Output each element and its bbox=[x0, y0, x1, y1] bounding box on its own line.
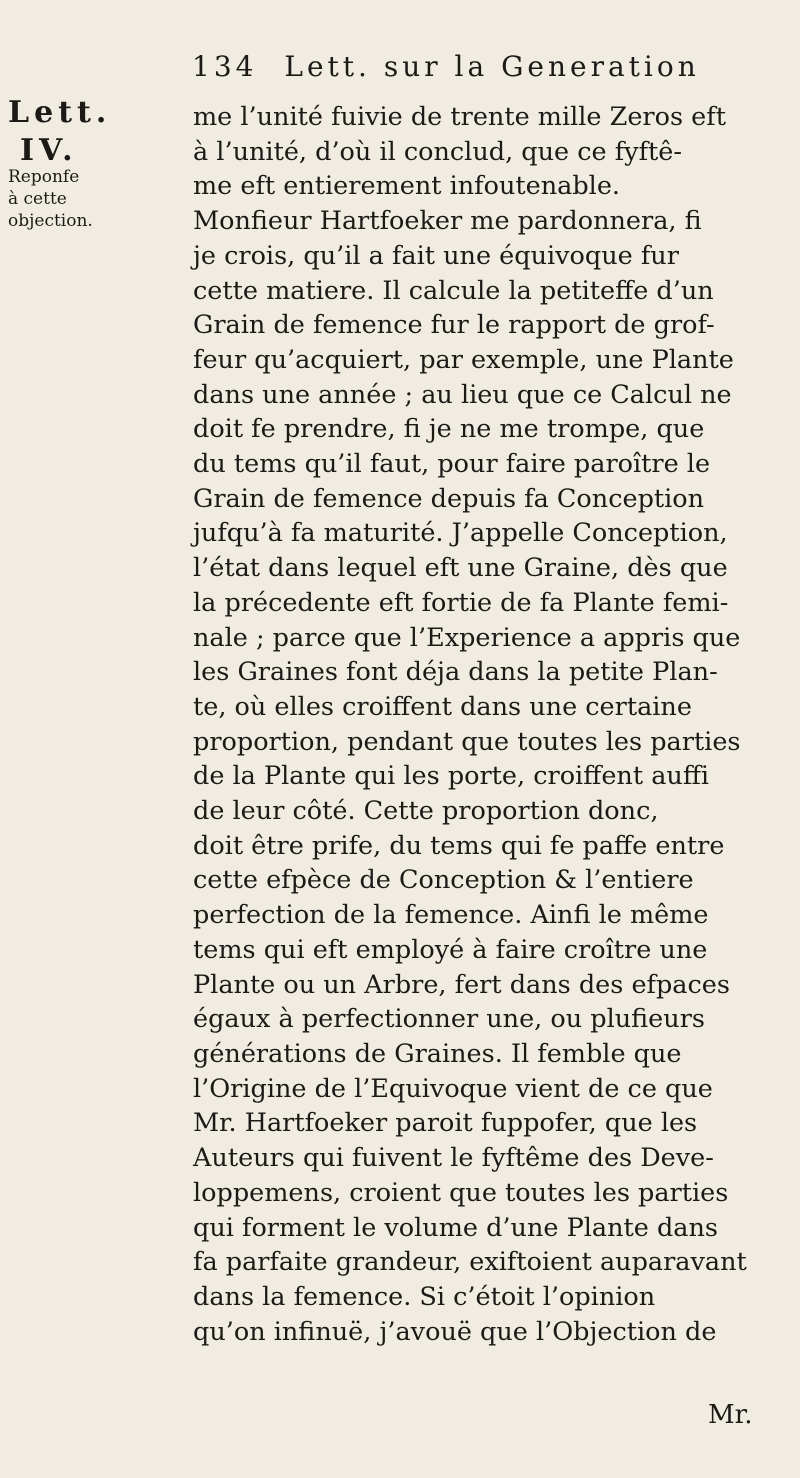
running-title: Lett. sur la Generation bbox=[284, 50, 700, 83]
text-line: du tems qu’il faut, pour faire paroître le bbox=[193, 449, 711, 480]
text-line: doit être prife, du tems qui fe paffe entre bbox=[193, 830, 725, 861]
text-line: égaux à perfectionner une, ou plufieurs bbox=[193, 1004, 705, 1035]
text-line: me eft entierement infoutenable. bbox=[193, 171, 621, 202]
text-line: jufqu’à fa maturité. J’appelle Conception, bbox=[193, 518, 728, 549]
text-line: les Graines font déja dans la petite Plan- bbox=[193, 657, 718, 688]
text-line: Auteurs qui fuivent le fyftême des Deve- bbox=[193, 1143, 714, 1174]
text-line: cette efpèce de Conception & l’entiere bbox=[193, 865, 694, 896]
margin-letter-number: IV. bbox=[20, 133, 78, 168]
text-line: proportion, pendant que toutes les parties bbox=[193, 726, 741, 757]
text-line: nale ; parce que l’Experience a appris que bbox=[193, 622, 741, 653]
text-line: l’Origine de l’Equivoque vient de ce que bbox=[193, 1073, 713, 1104]
text-line: je crois, qu’il a fait une équivoque fur bbox=[193, 240, 679, 271]
text-line: dans la femence. Si c’étoit l’opinion bbox=[193, 1281, 656, 1312]
text-line: dans une année ; au lieu que ce Calcul ne bbox=[193, 379, 732, 410]
text-line: me l’unité fuivie de trente mille Zeros eft bbox=[193, 102, 726, 132]
page-number: 134 bbox=[192, 50, 258, 83]
text-line: Grain de femence fur le rapport de grof- bbox=[193, 310, 715, 341]
text-line: fa parfaite grandeur, exiftoient auparavant bbox=[193, 1247, 747, 1278]
text-line: tems qui eft employé à faire croître une bbox=[193, 934, 708, 965]
body-text bbox=[193, 100, 783, 1349]
text-line: te, où elles croiffent dans une certaine bbox=[193, 691, 692, 722]
text-line: de leur côté. Cette proportion donc, bbox=[193, 796, 659, 827]
text-line: Plante ou un Arbre, fert dans des efpaces bbox=[193, 969, 730, 1000]
text-line: Monfieur Hartfoeker me pardonnera, fi bbox=[193, 206, 702, 237]
text-line: la précedente eft fortie de fa Plante femi- bbox=[193, 587, 729, 618]
margin-note-line: Reponfe bbox=[8, 167, 80, 187]
catchword: Mr. bbox=[708, 1400, 753, 1430]
text-line: cette matiere. Il calcule la petiteffe d’un bbox=[193, 275, 714, 306]
margin-lett: Lett. bbox=[8, 95, 112, 130]
text-line: perfection de la femence. Ainfi le même bbox=[193, 900, 709, 931]
text-line: de la Plante qui les porte, croiffent auffi bbox=[193, 761, 710, 792]
text-line: l’état dans lequel eft une Graine, dès que bbox=[193, 553, 728, 584]
text-line: Grain de femence depuis fa Conception bbox=[193, 483, 705, 514]
text-line: Mr. Hartfoeker paroit fuppofer, que les bbox=[193, 1108, 698, 1139]
margin-note bbox=[8, 166, 128, 232]
text-line: générations de Graines. Il femble que bbox=[193, 1038, 682, 1069]
text-line: feur qu’acquiert, par exemple, une Plante bbox=[193, 344, 734, 375]
text-line: loppemens, croient que toutes les parties bbox=[193, 1177, 729, 1208]
text-line: qu’on infinuë, j’avouë que l’Objection de bbox=[193, 1316, 717, 1347]
margin-letter-label bbox=[8, 94, 112, 170]
running-header bbox=[192, 50, 772, 83]
text-line: qui forment le volume d’une Plante dans bbox=[193, 1212, 718, 1243]
margin-note-line: objection. bbox=[8, 211, 93, 231]
text-line: doit fe prendre, fi je ne me trompe, que bbox=[193, 414, 705, 445]
text-line: à l’unité, d’où il conclud, que ce fyftê- bbox=[193, 136, 682, 167]
margin-note-line: à cette bbox=[8, 189, 67, 209]
